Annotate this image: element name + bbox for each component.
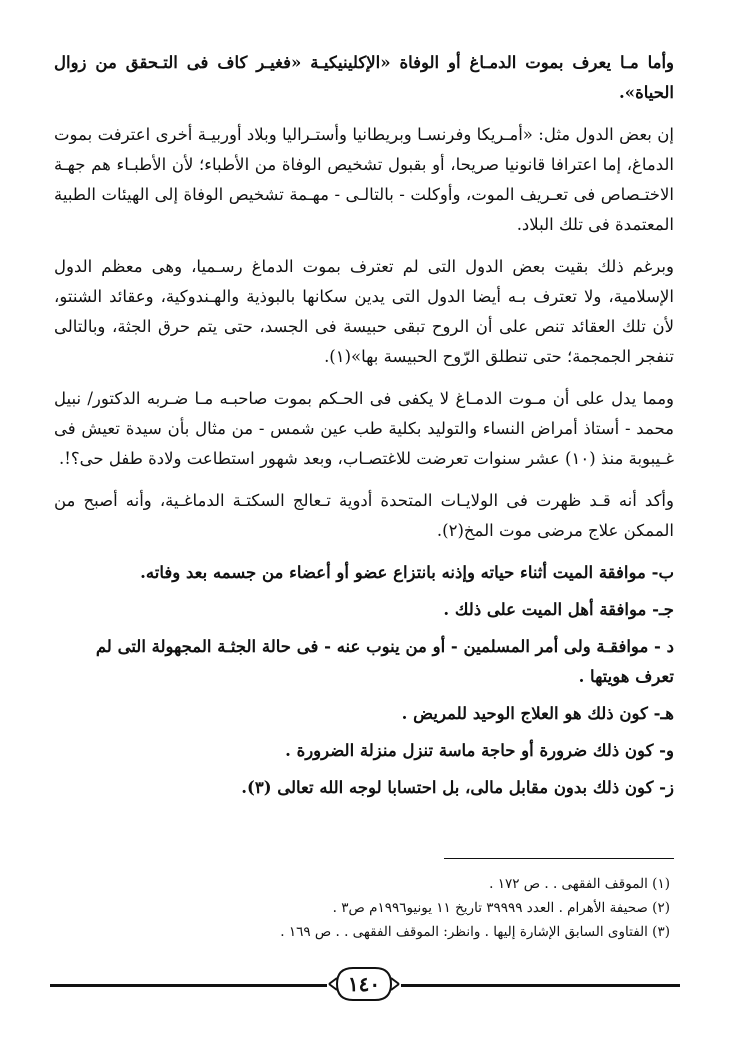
condition-text: موافقة الميت أثناء حياته وإذنه بانتزاع عضو أو أعضاء من جسمه بعد وفاته. — [140, 563, 646, 582]
condition-text: كون ذلك هو العلاج الوحيد للمريض . — [401, 704, 648, 723]
condition-letter: و- — [659, 741, 674, 760]
condition-item — [54, 773, 674, 803]
condition-item — [54, 595, 674, 625]
paragraph-countries-recognizing: إن بعض الدول مثل: «أمـريكا وفرنسـا وبريطانيا وأستـراليا وبلاد أوربيـة أخرى اعترفت بموت الدماغ، إما اعترافا قانونيا صريحا، أو بقبول تشخيص الوفاة من الأطباء؛ لأن الأطبـاء هم جهـة الاختـصاص فى تعـريف الموت، وأوكلت - بالتالـى - مهـمة تشخيص الوفاة إلى الهيئات الطبية المعتمدة فى تلك البلاد. — [54, 125, 674, 234]
footnote-3: (٣) الفتاوى السابق الإشارة إليها . وانظر: الموقف الفقهى . . ص ١٦٩ . — [280, 924, 670, 940]
page-number-frame — [327, 964, 401, 1004]
condition-item — [54, 736, 674, 766]
condition-text: كون ذلك بدون مقابل مالى، بل احتسابا لوجه الله تعالى (٣). — [241, 778, 654, 797]
footnote-divider — [444, 858, 674, 859]
condition-item — [54, 558, 674, 588]
footnote-2: (٢) صحيفة الأهرام . العدد ٣٩٩٩٩ تاريخ ١١ يونيو١٩٩٦م ص٣ . — [332, 900, 670, 916]
condition-text: كون ذلك ضرورة أو حاجة ماسة تنزل منزلة الضرورة . — [285, 741, 654, 760]
condition-letter: هـ- — [653, 704, 674, 723]
condition-letter: ب- — [651, 563, 674, 582]
paragraph-countries-not-recognizing: وبرغم ذلك بقيت بعض الدول التى لم تعترف بموت الدماغ رسـميا، وهى معظم الدول الإسلامية، ولا تعترف بـه أيضا الدول التى يدين سكانها بالبوذية والهـندوكية، وعقائد الشنتو، لأن تلك العقائد تنص على أن الروح تبقى حبيسة فى الجسد، حتى يتم حرق الجثة، وبالتالى تنفجر الجمجمة؛ حتى تنطلق الرّوح الحبيسة بها»(١). — [54, 257, 674, 366]
page-footer — [50, 962, 680, 1006]
page-body — [54, 48, 674, 810]
footnotes — [110, 872, 670, 944]
condition-item — [54, 632, 674, 692]
condition-letter: ز- — [659, 778, 674, 797]
condition-item — [54, 699, 674, 729]
paragraph-treatment: وأكد أنه قـد ظهرت فى الولايـات المتحدة أدوية تـعالج السكتـة الدماغـية، وأنه أصبح من الممكن علاج مرضى موت المخ(٢). — [54, 491, 674, 540]
page-number: ١٤٠ — [347, 972, 381, 996]
condition-letter: د - — [654, 637, 674, 656]
paragraph-evidence: ومما يدل على أن مـوت الدمـاغ لا يكفى فى الحـكم بموت صاحبـه مـا ضـربه الدكتور/ نبيل محمد - أستاذ أمراض النساء والتوليد بكلية طب عين شمس - من مثال بأن سيدة تعيش فى غـيبوبة منذ (١٠) عشر سنوات تعرضت للاغتصـاب، وبعد شهور استطاعت ولادة طفل حى؟!. — [54, 389, 674, 468]
condition-text: موافقـة ولى أمر المسلمين - أو من ينوب عنه - فى حالة الجثـة المجهولة التى لم تعرف هويتها . — [95, 637, 674, 686]
condition-letter: جـ- — [652, 600, 674, 619]
footnote-1: (١) الموقف الفقهى . . ص ١٧٢ . — [489, 876, 670, 892]
conditions-list — [54, 558, 674, 803]
condition-text: موافقة أهل الميت على ذلك . — [443, 600, 647, 619]
paragraph-brain-death: وأما مـا يعرف بموت الدمـاغ أو الوفاة «الإكلينيكيـة «فغيـر كاف فى التـحقق من زوال الحياة». — [54, 53, 674, 102]
